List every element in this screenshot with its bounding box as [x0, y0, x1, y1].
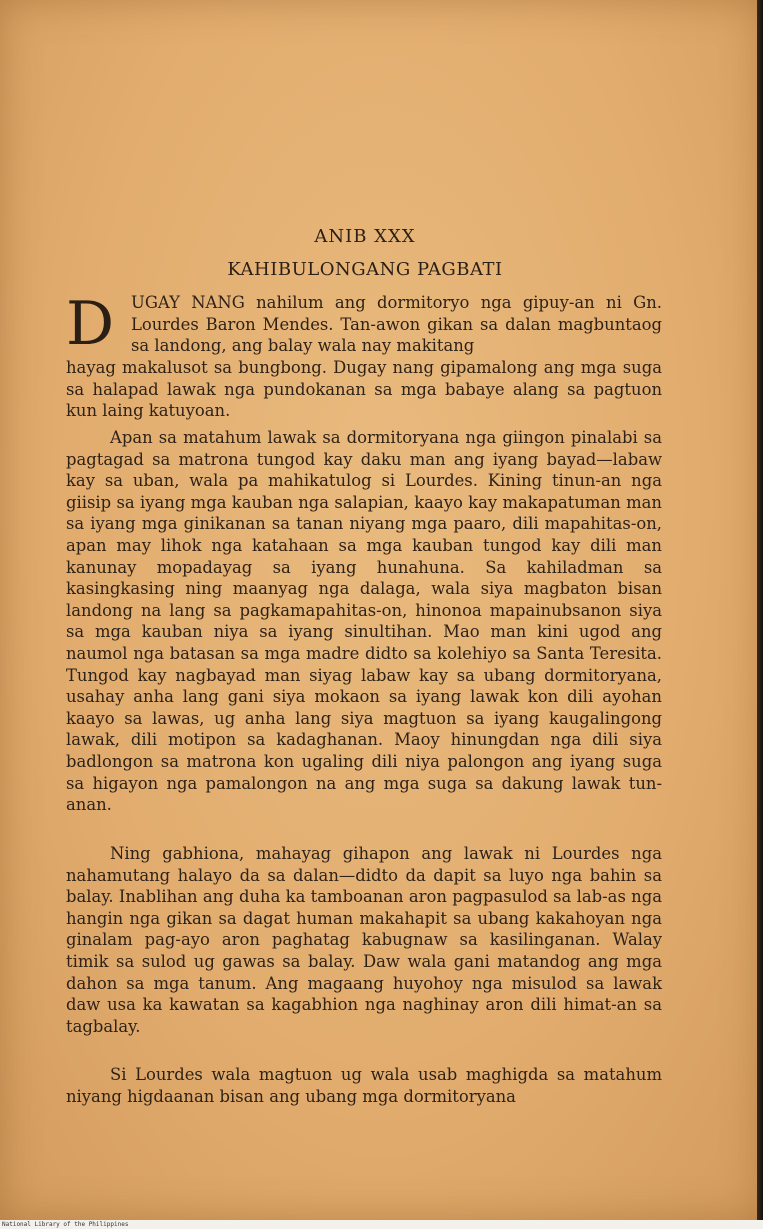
- paragraph-3: Ning gabhiona, mahayag gihapon ang lawak ni Lourdes nga nahamutang halayo da sa dalan—didto da dapit sa luyo nga bahin sa balay. Inablihan ang duha ka tamboanan aron pagpasulod sa lab-as nga hangin nga gikan sa dagat human makahapit sa ubang kakahoyan nga ginalam pag-ayo aron paghatag kabugnaw sa kasilinganan. Walay timik sa sulod ug gawas sa balay. Daw wala gani matandog ang mga dahon sa mga tanum. Ang magaang huyohoy nga misulod sa lawak daw usa ka kawatan sa kagabhion nga naghinay aron dili himat-an sa tagbalay.: [66, 844, 662, 1036]
- paragraph-1-indented: UGAY NANG nahilum ang dormitoryo nga gipuy-an ni Gn. Lourdes Baron Mendes. Tan-awon gikan sa dalan magbuntaog sa landong, ang balay wala nay makitang: [131, 293, 662, 356]
- chapter-number: ANIB XXX: [314, 226, 416, 247]
- paragraph-2: Apan sa matahum lawak sa dormitoryana nga giingon pinalabi sa pagtagad sa matrona tungod kay daku man ang iyang bayad—labaw kay sa uban, wala pa mahikatulog si Lourdes. Kining tinun-an nga giisip sa iyang mga kauban nga salapian, kaayo kay makapatuman man sa iyang mga ginikanan sa tanan niyang mga paaro, dili mapahitas-on, apan may lihok nga katahaan sa mga kauban tungod kay dili man kanunay mopadayag sa iyang hunahuna. Sa kahiladman sa kasingkasing ning maanyag nga dalaga, wala siya magbaton bisan landong na lang sa pagkamapahitas-on, hinonoa mapainubsanon siya sa mga kauban niya sa iyang sinultihan. Mao man kini ugod ang naumol nga batasan sa mga madre didto sa kolehiyo sa Santa Teresita. Tungod kay nagbayad man siyag labaw kay sa ubang dormitoryana, usahay anha lang gani siya mokaon sa iyang lawak kon dili ayohan kaayo sa lawas, ug anha lang siya magtuon sa iyang kaugalingong lawak, dili motipon sa kadaghanan. Maoy hinungdan nga dili siya badlongon sa matrona kon ugaling dili niya palongon ang iyang suga sa higayon nga pamalongon na ang mga suga sa dakung lawak tun-anan.: [66, 428, 662, 815]
- paragraph-4: Si Lourdes wala magtuon ug wala usab maghigda sa matahum niyang higdaanan bisan ang ubang mga dormitoryana: [66, 1065, 662, 1106]
- drop-cap: D: [66, 289, 115, 359]
- chapter-title: KAHIBULONGANG PAGBATI: [227, 259, 503, 280]
- page-edge-shadow: [757, 0, 763, 1220]
- footer-credit: National Library of the Philippines: [0, 1220, 763, 1229]
- paragraph-1-rest: hayag makalusot sa bungbong. Dugay nang gipamalong ang mga suga sa halapad lawak nga pundokanan sa mga babaye alang sa pagtuon kun laing katuyoan.: [66, 358, 662, 421]
